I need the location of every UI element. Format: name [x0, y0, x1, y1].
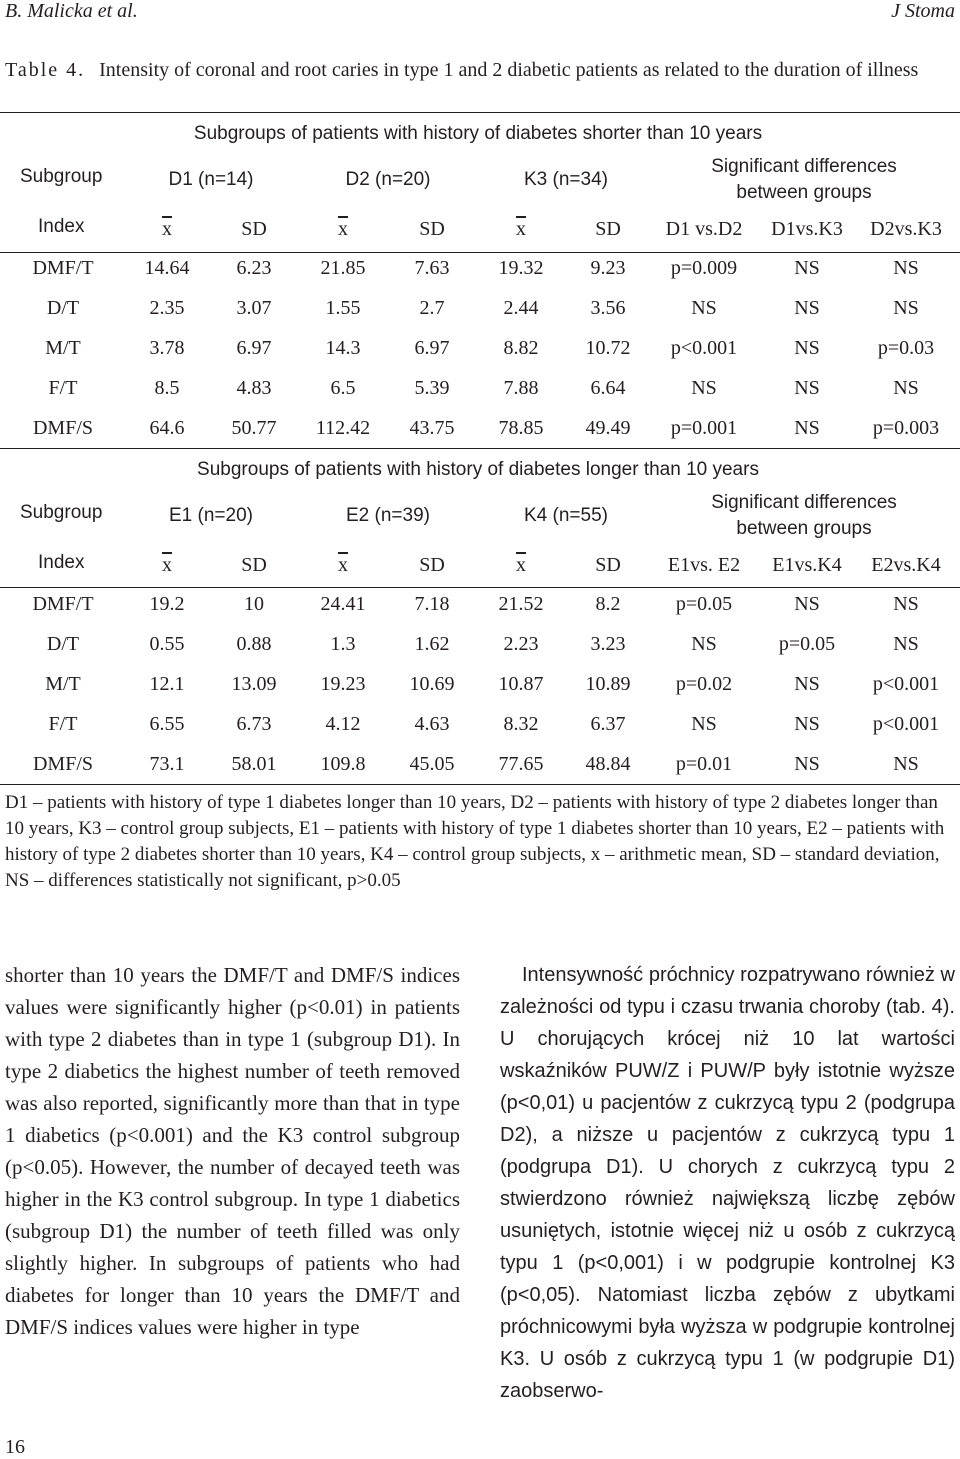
block1-cell: 78.85: [498, 417, 544, 439]
block2-cell: 10: [244, 593, 264, 615]
block1-cell: NS: [893, 257, 919, 279]
block1-cell: 19.32: [498, 257, 544, 279]
block1-cell: p=0.03: [877, 337, 935, 359]
block2-cell: 8.2: [595, 593, 621, 615]
block2-cell: 0.88: [236, 633, 272, 655]
block2-cell: 0.55: [149, 633, 185, 655]
block1-cell: 6.97: [414, 337, 450, 359]
block2-cell: NS: [691, 713, 717, 735]
block1-cell: p=0.001: [670, 417, 738, 439]
block2-cell: NS: [691, 633, 717, 655]
block2-cell: 6.73: [236, 713, 272, 735]
block1-cell: 112.42: [315, 417, 371, 439]
block1-significance-title: Significant differences between groups: [711, 156, 897, 203]
block1-group-label: D2 (n=20): [345, 169, 431, 190]
block1-cell: 50.77: [231, 417, 277, 439]
block2-group-label: E2 (n=39): [346, 505, 430, 526]
block2-cell: 6.37: [590, 713, 626, 735]
block1-row-index: D/T: [46, 297, 80, 319]
block2-column-header: $\overline{x}$: [338, 554, 348, 576]
block2-cell: NS: [893, 593, 919, 615]
block1-cell: 6.64: [590, 377, 626, 399]
block2-cell: 109.8: [320, 753, 366, 775]
block2-index-label: Index: [38, 552, 85, 573]
block2-row-index: M/T: [45, 673, 81, 695]
block1-cell: NS: [893, 297, 919, 319]
block1-column-header: SD: [595, 218, 621, 240]
block1-cell: 3.78: [149, 337, 185, 359]
block1-cell: 3.07: [236, 297, 272, 319]
block2-cell: 19.23: [320, 673, 366, 695]
block2-cell: 45.05: [409, 753, 455, 775]
block1-cell: NS: [691, 377, 717, 399]
block2-cell: NS: [794, 753, 820, 775]
block2-cell: 73.1: [149, 753, 185, 775]
block2-cell: p<0.001: [872, 713, 940, 735]
block1-cell: p<0.001: [670, 337, 738, 359]
block1-title: Subgroups of patients with history of diabetes shorter than 10 years: [193, 123, 763, 144]
block2-row-index: D/T: [46, 633, 80, 655]
block2-column-header: SD: [595, 554, 621, 576]
body-paragraph-left: shorter than 10 years the DMF/T and DMF/S indices values were significantly higher (p<0.01) in patients with type 2 diabetes than in type 1 (subgroup D1). In type 2 diabetics the highest number of teeth removed was also reported, significantly more than that in type 1 diabetics (p<0.001) and the K3 control subgroup (p<0.05). However, the number of decayed teeth was higher in the K3 control subgroup. In type 1 diabetics (subgroup D1) the number of teeth filled was only slightly higher. In subgroups of patients who had diabetes for longer than 10 years the DMF/T and DMF/S indices values were higher in type: [5, 963, 460, 1339]
block2-column-header: E1vs.K4: [772, 554, 842, 576]
block1-row-index: DMF/T: [32, 257, 94, 279]
block2-column-header: SD: [419, 554, 445, 576]
table-label: Table 4.: [5, 59, 86, 81]
block2-column-header: $\overline{x}$: [162, 554, 172, 576]
block1-group-label: D1 (n=14): [168, 169, 254, 190]
block1-cell: 8.82: [503, 337, 539, 359]
block2-cell: 10.69: [409, 673, 455, 695]
block2-cell: 19.2: [149, 593, 185, 615]
running-header-authors: B. Malicka et al.: [5, 0, 138, 22]
table-bottom-rule: [0, 784, 960, 785]
block1-cell: NS: [893, 377, 919, 399]
block1-cell: 2.35: [149, 297, 185, 319]
page-number: 16: [5, 1436, 25, 1458]
block1-cell: NS: [794, 297, 820, 319]
block2-row-index: F/T: [48, 713, 78, 735]
block2-cell: 48.84: [585, 753, 631, 775]
block1-cell: 21.85: [320, 257, 366, 279]
block1-cell: 6.23: [236, 257, 272, 279]
block1-cell: NS: [691, 297, 717, 319]
block2-cell: p=0.05: [778, 633, 836, 655]
table-footnote: D1 – patients with history of type 1 diabetes longer than 10 years, D2 – patients with history of type 2 diabetes longer than 10 years, K3 – control group subjects, E1 – patients with history of type 1 diabetes shorter than 10 years, E2 – patients with history of type 2 diabetes shorter than 10 years, K4 – control group subjects, x – arithmetic mean, SD – standard deviation, NS – differences statistically not significant, p>0.05: [5, 792, 945, 891]
block2-row-index: DMF/T: [32, 593, 94, 615]
block2-column-header: $\overline{x}$: [516, 554, 526, 576]
block2-significance-title: Significant differences between groups: [711, 492, 897, 539]
block2-cell: 77.65: [498, 753, 544, 775]
block1-row-index: F/T: [48, 377, 78, 399]
table-top-rule: [0, 112, 960, 113]
block2-row-index: DMF/S: [32, 753, 94, 775]
block2-cell: 21.52: [498, 593, 544, 615]
block2-cell: NS: [893, 633, 919, 655]
block2-cell: 6.55: [149, 713, 185, 735]
block1-cell: 6.97: [236, 337, 272, 359]
block1-cell: NS: [794, 257, 820, 279]
block2-cell: 8.32: [503, 713, 539, 735]
block1-cell: NS: [794, 417, 820, 439]
block1-column-header: D1vs.K3: [771, 218, 843, 240]
block2-cell: 10.87: [498, 673, 544, 695]
block1-cell: 7.63: [414, 257, 450, 279]
block2-column-header: E2vs.K4: [871, 554, 941, 576]
block2-cell: 10.89: [585, 673, 631, 695]
block1-column-header: D2vs.K3: [870, 218, 942, 240]
block1-cell: p=0.003: [872, 417, 940, 439]
block1-cell: 6.5: [330, 377, 356, 399]
block2-cell: 13.09: [231, 673, 277, 695]
block2-cell: 1.3: [330, 633, 356, 655]
body-paragraph-right: Intensywność próchnicy rozpatrywano również w zależności od typu i czasu trwania choroby (tab. 4). U chorujących krócej niż 10 lat wartości wskaźników PUW/Z i PUW/P były istotnie wyższe (p<0,01) u pacjentów z cukrzycą typu 2 (podgrupa D2), a niższe u pacjentów z cukrzycą typu 1 (podgrupa D1). U chorych z cukrzycą typu 2 stwierdzono również największą liczbę zębów usuniętych, istotnie więcej niż u osób z cukrzycą typu 1 (p<0,001) i w podgrupie kontrolnej K3 (p<0,05). Natomiast liczba zębów z ubytkami próchnicowymi była wyższa w podgrupie kontrolnej K3. U osób z cukrzycą typu 1 (w podgrupie D1) zaobserwo-: [500, 964, 955, 1402]
block1-index-label: Index: [38, 216, 85, 237]
block2-column-header: SD: [241, 554, 267, 576]
block2-cell: 58.01: [231, 753, 277, 775]
block1-row-index: DMF/S: [32, 417, 94, 439]
block1-cell: 10.72: [585, 337, 631, 359]
block1-cell: 2.44: [503, 297, 539, 319]
block1-subgroup-label: Subgroup: [20, 166, 103, 187]
block2-cell: 12.1: [149, 673, 185, 695]
block2-cell: NS: [794, 593, 820, 615]
block1-cell: 7.88: [503, 377, 539, 399]
block-separator-rule: [0, 448, 960, 449]
block2-cell: 4.12: [325, 713, 361, 735]
block1-column-header: SD: [419, 218, 445, 240]
block1-group-label: K3 (n=34): [524, 169, 608, 190]
block2-cell: p=0.02: [675, 673, 733, 695]
running-header-journal: J Stoma: [891, 0, 955, 22]
block2-cell: NS: [794, 673, 820, 695]
block1-cell: 2.7: [419, 297, 445, 319]
block2-subgroup-label: Subgroup: [20, 502, 103, 523]
block2-cell: p=0.01: [675, 753, 733, 775]
block2-cell: NS: [893, 753, 919, 775]
block1-cell: 5.39: [414, 377, 450, 399]
block2-cell: p=0.05: [675, 593, 733, 615]
block1-row-index: M/T: [45, 337, 81, 359]
block1-cell: 1.55: [325, 297, 361, 319]
block1-column-header: $\overline{x}$: [162, 218, 172, 240]
block1-column-header: $\overline{x}$: [516, 218, 526, 240]
block1-cell: 14.3: [325, 337, 361, 359]
block2-cell: 24.41: [320, 593, 366, 615]
block1-cell: 14.64: [144, 257, 190, 279]
block2-cell: 4.63: [414, 713, 450, 735]
block2-cell: NS: [794, 713, 820, 735]
block2-cell: p<0.001: [872, 673, 940, 695]
block1-cell: 64.6: [149, 417, 185, 439]
header-rule-2: [0, 587, 960, 588]
block1-cell: 43.75: [409, 417, 455, 439]
block2-title: Subgroups of patients with history of diabetes longer than 10 years: [197, 459, 759, 480]
block2-column-header: E1vs. E2: [667, 554, 741, 576]
block1-cell: 8.5: [154, 377, 180, 399]
block1-cell: NS: [794, 377, 820, 399]
body-column-left: [5, 959, 460, 1343]
block2-cell: 7.18: [414, 593, 450, 615]
block2-cell: 3.23: [590, 633, 626, 655]
block1-column-header: $\overline{x}$: [338, 218, 348, 240]
block2-group-label: K4 (n=55): [524, 505, 608, 526]
block1-column-header: D1 vs.D2: [665, 218, 743, 240]
block1-cell: NS: [794, 337, 820, 359]
block2-cell: 1.62: [414, 633, 450, 655]
table-caption: [5, 57, 957, 83]
block1-cell: 9.23: [590, 257, 626, 279]
block1-cell: 49.49: [585, 417, 631, 439]
block2-cell: 2.23: [503, 633, 539, 655]
block2-group-label: E1 (n=20): [169, 505, 253, 526]
block1-cell: 4.83: [236, 377, 272, 399]
header-rule-1: [0, 252, 960, 253]
table-caption-text: Intensity of coronal and root caries in type 1 and 2 diabetic patients as related to the duration of illness: [99, 59, 919, 81]
body-column-right: [500, 959, 955, 1407]
block1-cell: p=0.009: [670, 257, 738, 279]
block1-column-header: SD: [241, 218, 267, 240]
block1-cell: 3.56: [590, 297, 626, 319]
